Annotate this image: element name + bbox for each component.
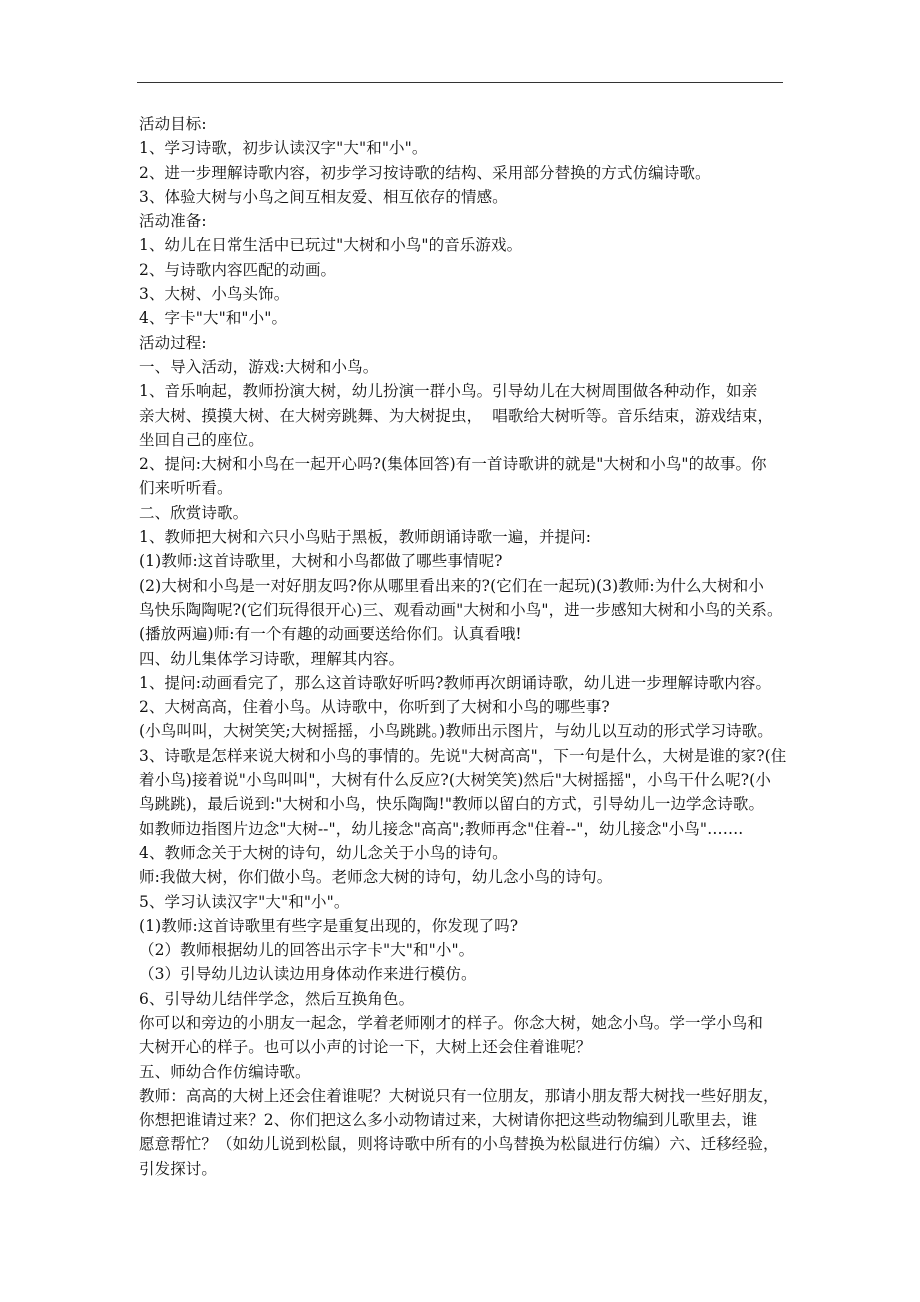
- text-line: 1、音乐响起，教师扮演大树，幼儿扮演一群小鸟。引导幼儿在大树周围做各种动作，如亲: [139, 382, 758, 401]
- text-line: （2）教师根据幼儿的回答出示字卡"大"和"小"。: [139, 941, 475, 960]
- header-rule: [137, 82, 783, 83]
- text-line: 亲大树、摸摸大树、在大树旁跳舞、为大树捉虫， 唱歌给大树听等。音乐结束，游戏结束，: [139, 406, 774, 425]
- text-line: 你想把谁请过来？2、你们把这么多小动物请过来，大树请你把这些动物编到儿歌里去，谁: [139, 1111, 758, 1130]
- text-line: 1、幼儿在日常生活中已玩过"大树和小鸟"的音乐游戏。: [139, 236, 523, 255]
- text-line: 1、教师把大树和六只小鸟贴于黑板，教师朗诵诗歌一遍，并提问:: [139, 528, 592, 547]
- text-line: 4、教师念关于大树的诗句，幼儿念关于小鸟的诗句。: [139, 843, 508, 862]
- text-line: （3）引导幼儿边认读边用身体动作来进行模仿。: [139, 965, 477, 984]
- text-line: 一、导入活动，游戏:大树和小鸟。: [139, 357, 379, 376]
- text-line: 2、与诗歌内容匹配的动画。: [139, 260, 337, 279]
- text-line: (1)教师:这首诗歌里有些字是重复出现的，你发现了吗?: [139, 916, 519, 935]
- text-line: 4、字卡"大"和"小"。: [139, 309, 288, 328]
- text-line: 3、大树、小鸟头饰。: [139, 285, 290, 304]
- text-line: 你可以和旁边的小朋友一起念，学着老师刚才的样子。你念大树，她念小鸟。学一学小鸟和: [139, 1013, 764, 1032]
- text-line: 师:我做大树，你们做小鸟。老师念大树的诗句，幼儿念小鸟的诗句。: [139, 868, 613, 887]
- text-line: 大树开心的样子。也可以小声的讨论一下，大树上还会住着谁呢？: [139, 1038, 592, 1057]
- text-line: 1、学习诗歌，初步认读汉字"大"和"小"。: [139, 139, 428, 158]
- text-line: 引发探讨。: [139, 1159, 218, 1178]
- text-line: 3、诗歌是怎样来说大树和小鸟的事情的。先说"大树高高"，下一句是什么，大树是谁的家?(住: [139, 746, 787, 765]
- text-line: (2)大树和小鸟是一对好朋友吗?你从哪里看出来的?(它们在一起玩)(3)教师:为什么大树和小: [139, 576, 764, 595]
- text-line: 四、幼儿集体学习诗歌，理解其内容。: [139, 649, 405, 668]
- text-line: 活动目标:: [139, 115, 207, 133]
- text-line: 们来听听看。: [139, 479, 233, 498]
- text-line: (小鸟叫叫，大树笑笑;大树摇摇，小鸟跳跳。)教师出示图片，与幼儿以互动的形式学习诗歌。: [139, 722, 773, 741]
- text-line: 二、欣赏诗歌。: [139, 503, 249, 522]
- text-line: (播放两遍)师:有一个有趣的动画要送给你们。认真看哦!: [139, 625, 522, 644]
- text-line: 5、学习认读汉字"大"和"小"。: [139, 892, 350, 911]
- text-line: 2、大树高高，住着小鸟。从诗歌中，你听到了大树和小鸟的哪些事?: [139, 698, 610, 717]
- text-line: 1、提问:动画看完了，那么这首诗歌好听吗?教师再次朗诵诗歌，幼儿进一步理解诗歌内容。: [139, 673, 772, 692]
- text-line: 2、提问:大树和小鸟在一起开心吗?(集体回答)有一首诗歌讲的就是"大树和小鸟"的故事。你: [139, 455, 767, 474]
- text-line: 如教师边指图片边念"大树--"，幼儿接念"高高";教师再念"住着--"，幼儿接念"小鸟"…….: [139, 819, 744, 838]
- text-line: 五、师幼合作仿编诗歌。: [139, 1062, 311, 1081]
- text-line: (1)教师:这首诗歌里，大树和小鸟都做了哪些事情呢?: [139, 552, 503, 571]
- text-line: 坐回自己的座位。: [139, 430, 264, 449]
- text-line: 鸟跳跳)，最后说到:"大树和小鸟，快乐陶陶!"教师以留白的方式，引导幼儿一边学念诗歌。: [139, 795, 765, 814]
- text-line: 愿意帮忙？（如幼儿说到松鼠，则将诗歌中所有的小鸟替换为松鼠进行仿编）六、迁移经验，: [139, 1135, 779, 1154]
- document-body: [139, 112, 787, 1181]
- text-line: 活动过程:: [139, 333, 207, 352]
- text-line: 鸟快乐陶陶呢?(它们玩得很开心)三、观看动画"大树和小鸟"，进一步感知大树和小鸟的关系。: [139, 600, 783, 619]
- text-line: 教师：高高的大树上还会住着谁呢？大树说只有一位朋友，那请小朋友帮大树找一些好朋友，: [139, 1086, 779, 1105]
- text-line: 6、引导幼儿结伴学念，然后互换角色。: [139, 989, 415, 1008]
- text-line: 着小鸟)接着说"小鸟叫叫"，大树有什么反应?(大树笑笑)然后"大树摇摇"，小鸟干什么呢?(小: [139, 771, 771, 790]
- text-line: 3、体验大树与小鸟之间互相友爱、相互依存的情感。: [139, 187, 508, 206]
- text-line: 2、进一步理解诗歌内容，初步学习按诗歌的结构、采用部分替换的方式仿编诗歌。: [139, 163, 711, 182]
- text-line: 活动准备:: [139, 212, 207, 231]
